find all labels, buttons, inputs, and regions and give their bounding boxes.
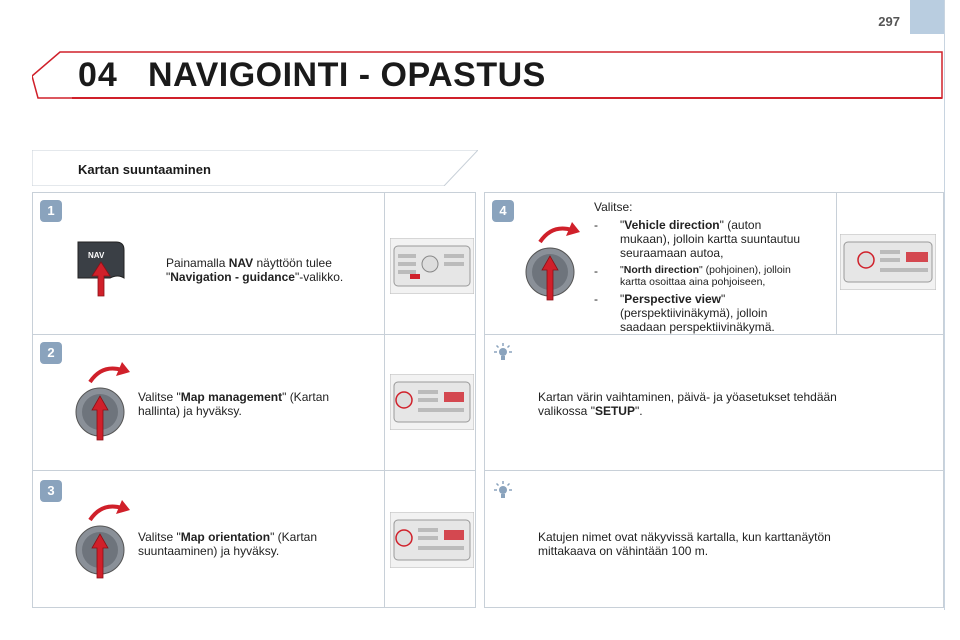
lightbulb-icon <box>492 480 514 502</box>
setup-keyword: SETUP <box>594 404 635 418</box>
radio-unit-illustration <box>840 234 936 290</box>
radio-unit-illustration <box>390 238 474 294</box>
row-separator <box>484 334 944 335</box>
step-2-badge: 2 <box>40 342 62 364</box>
step-4-text <box>594 200 834 334</box>
step-4-intro: Valitse: <box>594 200 633 214</box>
menu-item-name: Map management <box>180 390 283 404</box>
step-1-badge: 1 <box>40 200 62 222</box>
side-strip <box>944 0 960 610</box>
option-north-direction: - "North direction" (pohjoinen), jolloin kartta osoittaa aina pohjoiseen, <box>594 264 791 288</box>
row-separator <box>32 470 476 471</box>
step-3-text: Valitse "Map orientation" (Kartan suuntaaminen) ja hyväksy. <box>138 530 318 558</box>
rotary-knob-illustration <box>72 362 142 442</box>
step-1-text: Painamalla NAV näyttöön tulee "Navigation - guidance"-valikko. <box>166 256 344 284</box>
menu-name: Navigation - guidance <box>170 270 295 284</box>
corner-tab <box>910 0 944 34</box>
row-separator <box>484 470 944 471</box>
image-column-divider <box>384 192 385 608</box>
section-title: Kartan suuntaaminen <box>78 162 211 177</box>
chapter-number: 04 <box>78 56 118 94</box>
nav-keyword: NAV <box>228 256 254 270</box>
nav-button-label: NAV <box>88 251 105 260</box>
chapter-title: NAVIGOINTI - OPASTUS <box>148 56 546 94</box>
page-number: 297 <box>878 14 900 29</box>
lightbulb-icon <box>492 342 514 364</box>
radio-unit-illustration <box>390 374 474 430</box>
menu-item-name: Map orientation <box>180 530 271 544</box>
image-column-divider <box>836 192 837 334</box>
step-2-text: Valitse "Map management" (Kartan hallinta) ja hyväksy. <box>138 390 330 418</box>
tip-2-text: Katujen nimet ovat näkyvissä kartalla, kun karttanäytön mittakaava on vähintään 100 m. <box>538 530 831 558</box>
step-4-badge: 4 <box>492 200 514 222</box>
radio-unit-illustration <box>390 512 474 568</box>
rotary-knob-illustration <box>72 500 142 580</box>
nav-button-illustration <box>72 238 132 298</box>
step-3-badge: 3 <box>40 480 62 502</box>
rotary-knob-illustration <box>522 222 592 302</box>
option-vehicle-direction: - "Vehicle direction" (auton mukaan), jolloin kartta suuntautuu seuraamaan autoa, <box>594 218 801 260</box>
option-perspective-view: - "Perspective view" (perspektiivinäkymä), jolloin saadaan perspektiivinäkymä. <box>594 292 775 334</box>
row-separator <box>32 334 476 335</box>
tip-1-text: Kartan värin vaihtaminen, päivä- ja yöasetukset tehdään valikossa "SETUP". <box>538 390 837 418</box>
